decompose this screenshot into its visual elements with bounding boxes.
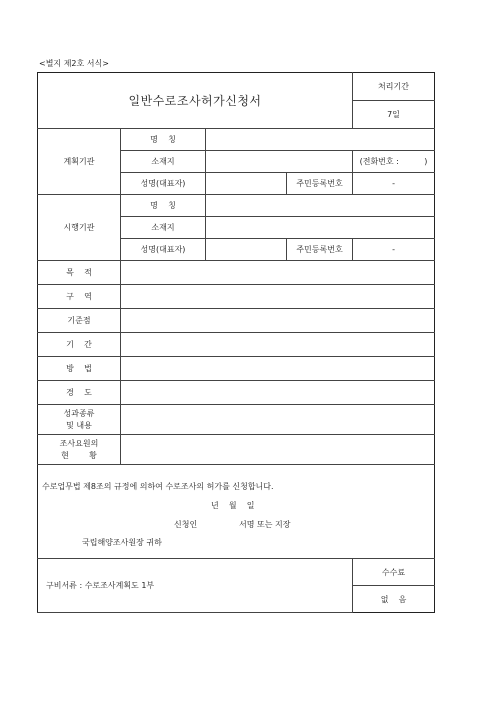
application-form-table xyxy=(37,72,435,613)
executor-id-field[interactable]: - xyxy=(353,239,435,261)
results-label-line2: 및 내용 xyxy=(66,420,92,430)
planner-rep-label: 성명(대표자) xyxy=(121,173,206,195)
zone-field[interactable] xyxy=(121,285,435,309)
processing-period-label: 처리기간 xyxy=(353,73,435,101)
period-field[interactable] xyxy=(121,333,435,357)
reference-point-label: 기준점 xyxy=(38,309,121,333)
period-label: 기 간 xyxy=(38,333,121,357)
reference-point-field[interactable] xyxy=(121,309,435,333)
executor-rep-field[interactable] xyxy=(206,239,287,261)
staff-label-line1: 조사요원의 xyxy=(59,438,99,448)
method-field[interactable] xyxy=(121,357,435,381)
applicant-label: 신청인 xyxy=(174,520,198,529)
application-statement xyxy=(38,465,435,559)
statement-date: 년 월 일 xyxy=(211,501,255,510)
longitude-label: 경 도 xyxy=(38,381,121,405)
processing-period-value: 7일 xyxy=(353,101,435,129)
longitude-field[interactable] xyxy=(121,381,435,405)
addressee: 국립해양조사원장 귀하 xyxy=(82,538,162,547)
executor-name-field[interactable] xyxy=(206,195,435,217)
purpose-field[interactable] xyxy=(121,261,435,285)
signature-label: 서명 또는 지장 xyxy=(239,520,291,529)
planner-address-label: 소재지 xyxy=(121,151,206,173)
staff-field[interactable] xyxy=(121,435,435,465)
executor-address-field[interactable] xyxy=(206,217,435,239)
results-label xyxy=(38,405,121,435)
planner-name-label: 명 칭 xyxy=(121,129,206,151)
executor-address-label: 소재지 xyxy=(121,217,206,239)
executor-name-label: 명 칭 xyxy=(121,195,206,217)
form-number-label: <별지 제2호 서식> xyxy=(39,59,109,68)
fee-value: 없 음 xyxy=(353,586,435,613)
results-label-line1: 성과종류 xyxy=(63,408,95,418)
staff-label-line2: 현 황 xyxy=(61,450,97,460)
planner-rep-field[interactable] xyxy=(206,173,287,195)
planner-phone-field[interactable]: (전화번호 : ) xyxy=(353,151,435,173)
method-label: 방 법 xyxy=(38,357,121,381)
planner-address-field[interactable] xyxy=(206,151,353,173)
fee-label: 수수료 xyxy=(353,559,435,586)
executor-section-label: 시행기관 xyxy=(38,195,121,261)
zone-label: 구 역 xyxy=(38,285,121,309)
purpose-label: 목 적 xyxy=(38,261,121,285)
planner-id-field[interactable]: - xyxy=(353,173,435,195)
planner-id-label: 주민등록번호 xyxy=(287,173,353,195)
form-title: 일반수로조사허가신청서 xyxy=(38,73,353,129)
planner-name-field[interactable] xyxy=(206,129,435,151)
executor-id-label: 주민등록번호 xyxy=(287,239,353,261)
planner-section-label: 계획기관 xyxy=(38,129,121,195)
staff-label xyxy=(38,435,121,465)
statement-text: 수로업무법 제8조의 규정에 의하여 수로조사의 허가를 신청합니다. xyxy=(42,482,274,491)
required-documents: 구비서류 : 수로조사계획도 1부 xyxy=(38,559,353,613)
results-field[interactable] xyxy=(121,405,435,435)
executor-rep-label: 성명(대표자) xyxy=(121,239,206,261)
